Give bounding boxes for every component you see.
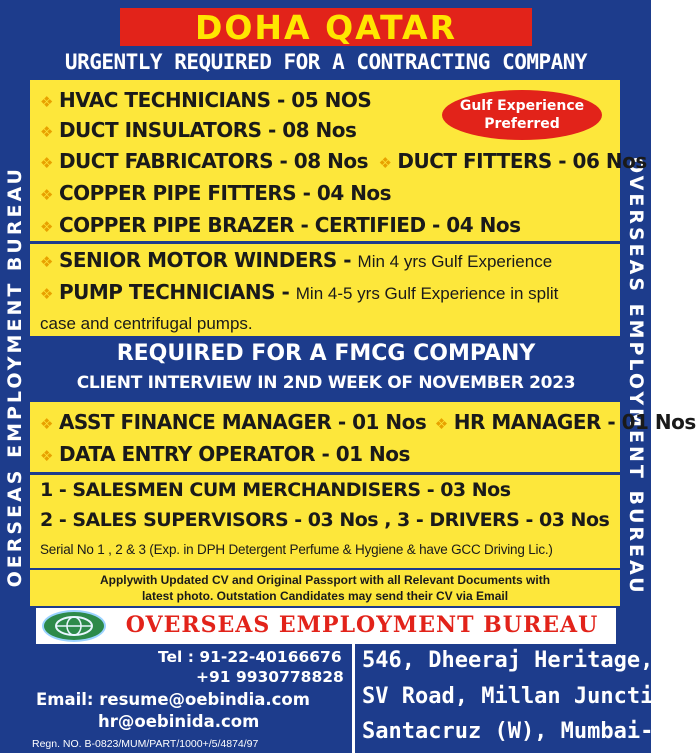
diamond-bullet-icon: ❖ [40, 284, 53, 303]
page-title: DOHA QATAR [194, 7, 458, 47]
panel-divider [30, 241, 620, 244]
subtitle: URGENTLY REQUIRED FOR A CONTRACTING COMPANY [64, 50, 588, 74]
job-line: 1 - SALESMEN CUM MERCHANDISERS - 03 Nos [40, 479, 511, 501]
address-line: 546, Dheeraj Heritage, [362, 648, 654, 673]
diamond-bullet-icon: ❖ [40, 153, 53, 172]
job-line: ❖ DATA ENTRY OPERATOR - 01 Nos [40, 442, 410, 466]
diamond-bullet-icon: ❖ [40, 217, 53, 236]
fmcg-jobs-panel [30, 402, 696, 568]
diamond-bullet-icon: ❖ [434, 414, 448, 433]
phone-1: Tel : 91-22-40166676 [158, 648, 342, 666]
title-banner [120, 8, 532, 46]
diamond-bullet-icon: ❖ [40, 122, 53, 141]
phone-2: +91 9930778828 [196, 668, 344, 686]
diamond-bullet-icon: ❖ [40, 92, 53, 111]
gulf-experience-badge: Gulf Experience Preferred [442, 90, 602, 140]
company-logo [42, 610, 106, 642]
fmcg-header: REQUIRED FOR A FMCG COMPANY [116, 341, 536, 366]
apply-note-line: Applywith Updated CV and Original Passport with all Relevant Documents with [99, 573, 551, 587]
email-2: hr@oebinida.com [98, 712, 260, 731]
job-line: ❖ COPPER PIPE FITTERS - 04 Nos [40, 181, 392, 205]
job-line: ❖ HVAC TECHNICIANS - 05 NOS [40, 88, 372, 112]
email-1: Email: resume@oebindia.com [36, 690, 310, 709]
job-line: ❖ SENIOR MOTOR WINDERS - Min 4 yrs Gulf Experience [40, 248, 553, 272]
left-vertical-text: OERSEAS EMPLOYMENT BUREAU [4, 165, 26, 588]
job-line-continuation: case and centrifugal pumps. [40, 314, 253, 333]
diamond-bullet-icon: ❖ [40, 414, 53, 433]
interview-line: CLIENT INTERVIEW IN 2ND WEEK OF NOVEMBER 2023 [76, 373, 576, 393]
diamond-bullet-icon: ❖ [40, 185, 53, 204]
left-vertical-banner [0, 0, 30, 753]
job-line: ❖ COPPER PIPE BRAZER - CERTIFIED - 04 Nos [40, 213, 521, 237]
job-line: ❖ ASST FINANCE MANAGER - 01 Nos ❖ HR MANAGER - 01 Nos [40, 410, 696, 434]
globe-icon [54, 615, 94, 637]
registration-number: Regn. NO. B-0823/MUM/PART/1000+/5/4874/97 [32, 738, 259, 750]
right-vertical-banner [621, 0, 651, 753]
right-vertical-text: OVERSEAS EMPLOYMENT BUREAU [625, 157, 647, 596]
diamond-bullet-icon: ❖ [378, 153, 392, 172]
job-line: ❖ DUCT FABRICATORS - 08 Nos ❖ DUCT FITTERS - 06 Nos [40, 149, 647, 173]
contact-divider [352, 644, 355, 753]
apply-note-panel [30, 570, 620, 606]
job-line: ❖ DUCT INSULATORS - 08 Nos [40, 118, 357, 142]
job-line: 2 - SALES SUPERVISORS - 03 Nos , 3 - DRIVERS - 03 Nos [40, 509, 610, 531]
apply-note-line: latest photo. Outstation Candidates may send their CV via Email [141, 589, 509, 603]
address-line: SV Road, Millan Junction, [362, 684, 694, 709]
diamond-bullet-icon: ❖ [40, 446, 53, 465]
panel-divider [30, 472, 620, 475]
serial-note: Serial No 1 , 2 & 3 (Exp. in DPH Detergent Perfume & Hygiene & have GCC Driving Lic.) [40, 542, 553, 557]
address-line: Santacruz (W), Mumbai- 54 [362, 719, 694, 744]
company-strip [36, 608, 616, 644]
contracting-jobs-panel [30, 80, 647, 336]
job-line: ❖ PUMP TECHNICIANS - Min 4-5 yrs Gulf Experience in split [40, 280, 559, 304]
company-name: OVERSEAS EMPLOYMENT BUREAU [125, 612, 599, 638]
diamond-bullet-icon: ❖ [40, 252, 53, 271]
